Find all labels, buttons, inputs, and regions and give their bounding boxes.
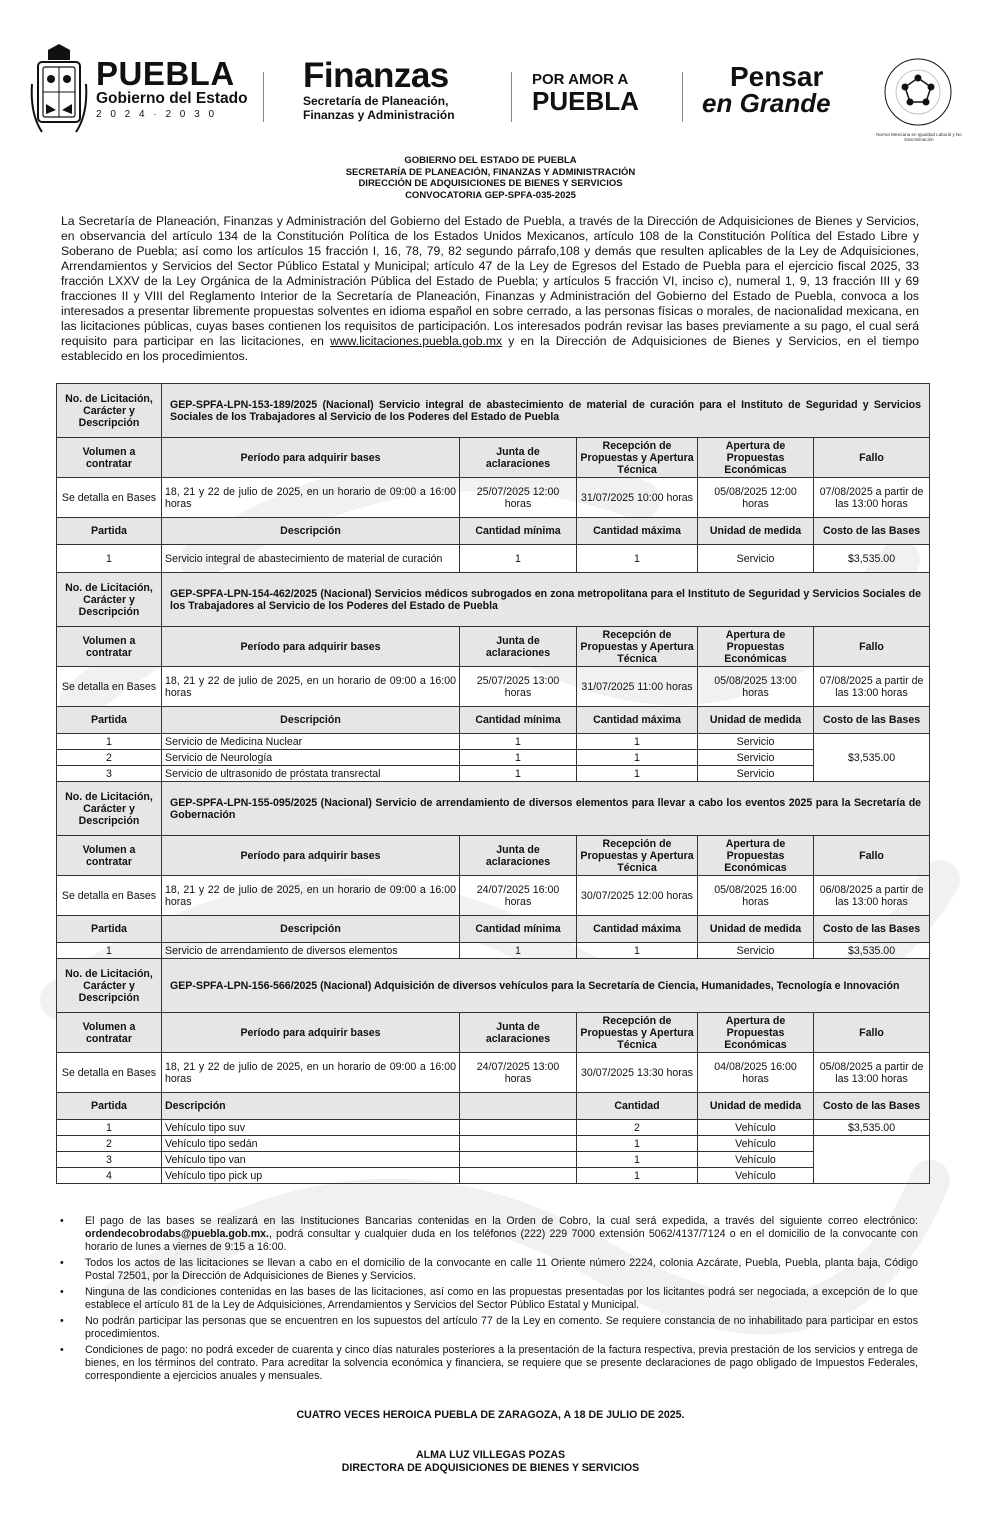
junta-value: 24/07/2025 16:00 horas xyxy=(460,876,577,916)
condition-text: , podrá consultar y cualquier duda en los teléfonos (222) 229 7000 extensión 5062/4137/7124 o en el domicilio de la convocante con horario de lunes a viernes de 9:15 a 16:00. xyxy=(85,1228,918,1253)
heading-line: GOBIERNO DEL ESTADO DE PUEBLA xyxy=(404,155,577,166)
finanzas-title: Finanzas xyxy=(303,56,449,95)
costo-header: Costo de las Bases xyxy=(814,518,930,545)
costo-value: $3,535.00 xyxy=(814,734,930,782)
recepcion-value: 31/07/2025 10:00 horas xyxy=(577,478,698,518)
junta-value: 25/07/2025 13:00 horas xyxy=(460,667,577,707)
periodo-header: Período para adquirir bases xyxy=(162,1013,460,1053)
apertura-value: 04/08/2025 16:00 horas xyxy=(698,1053,814,1093)
partida-cantidad-maxima: 1 xyxy=(577,734,698,750)
schedule-header-row xyxy=(57,627,930,667)
volumen-header: Volumen a contratar xyxy=(57,836,162,876)
partida-description: Vehículo tipo van xyxy=(162,1152,460,1168)
periodo-value: 18, 21 y 22 de julio de 2025, en un horario de 09:00 a 16:00 horas xyxy=(162,667,460,707)
recepcion-header: Recepción de Propuestas y Apertura Técnica xyxy=(577,438,698,478)
descripcion-header: Descripción xyxy=(162,518,460,545)
signer-position: DIRECTORA DE ADQUISICIONES DE BIENES Y SERVICIOS xyxy=(341,1462,640,1474)
intro-text: La Secretaría de Planeación, Finanzas y Administración del Gobierno del Estado de Puebla, a través de la Dirección de Adquisiciones de Bienes y Servicios, en observancia del artículo 134 de la Constitución Política de los Estados Unidos Mexicanos, artículo 108 de la Constitución Política del Estado Libre y Soberano de Puebla; así como los artículos 15 fracción I, 16, 78, 79, 82 segundo párrafo,108 y demás que resulten aplicables de la Ley de Adquisiciones, Arrendamientos y Servicios del Sector Público Estatal y Municipal; artículo 47 de la Ley de Egresos del Estado de Puebla para el ejercicio fiscal 2025, 33 fracción LXXV de la Ley Orgánica de la Administración Pública del Estado de Puebla; y artículos 5 fracción VI, inciso c), numeral 1, 9, 13 fracción III y 69 fracciones II y VIII del Reglamento Interior de la Secretaría de Planeación, Finanzas y Administración del Gobierno del Estado de Puebla, convoca a los interesados a presentar libremente propuestas solventes en idioma español en sobre cerrado, a las personas físicas o morales, de nacionalidad mexicana, en las licitaciones públicas, cuyas bases contienen los requisitos de participación. Los interesados podrán revisar las bases previamente a su pago, el cual será requisito para participar en las licitaciones, en xyxy=(61,214,919,348)
licitaciones-link[interactable]: www.licitaciones.puebla.gob.mx xyxy=(330,334,503,348)
partida-unidad: Vehículo xyxy=(698,1120,814,1136)
cantidad-spacer xyxy=(460,1168,577,1184)
licitacion-title-row xyxy=(57,782,930,836)
volumen-header: Volumen a contratar xyxy=(57,1013,162,1053)
cantidad-minima-header: Cantidad mínima xyxy=(460,916,577,943)
costo-header: Costo de las Bases xyxy=(814,707,930,734)
partida-header-row xyxy=(57,1093,930,1120)
cantidad-spacer-header xyxy=(460,1093,577,1120)
recepcion-header: Recepción de Propuestas y Apertura Técnica xyxy=(577,836,698,876)
partida-cantidad-minima: 1 xyxy=(460,750,577,766)
unidad-header: Unidad de medida xyxy=(698,518,814,545)
fallo-value: 07/08/2025 a partir de las 13:00 horas xyxy=(814,667,930,707)
schedule-data-row xyxy=(57,876,930,916)
document-heading xyxy=(0,155,981,201)
por-amor-line2: PUEBLA xyxy=(532,86,639,116)
partida-description: Servicio de ultrasonido de próstata transrectal xyxy=(162,766,460,782)
schedule-header-row xyxy=(57,438,930,478)
apertura-header: Apertura de Propuestas Económicas xyxy=(698,438,814,478)
puebla-years: 2 0 2 4 · 2 0 3 0 xyxy=(96,109,218,120)
logo-divider xyxy=(263,72,264,122)
partida-header: Partida xyxy=(57,1093,162,1120)
partida-cantidad-maxima: 1 xyxy=(577,750,698,766)
puebla-title: PUEBLA xyxy=(96,55,235,92)
finanzas-line1: Secretaría de Planeación, xyxy=(303,94,449,108)
condition-text: Todos los actos de las licitaciones se llevan a cabo en el domicilio de la convocante en calle 11 Oriente número 2224, colonia Azcárate, Puebla, Puebla, planta baja, Código Postal 72501, por la Dirección de Adquisiciones de Bienes y Servicios. xyxy=(85,1257,918,1282)
recepcion-header: Recepción de Propuestas y Apertura Técnica xyxy=(577,627,698,667)
junta-value: 24/07/2025 13:00 horas xyxy=(460,1053,577,1093)
recepcion-value: 31/07/2025 11:00 horas xyxy=(577,667,698,707)
finanzas-line2: Finanzas y Administración xyxy=(303,108,455,122)
costo-value: $3,535.00 xyxy=(814,545,930,573)
cantidad-spacer xyxy=(460,1136,577,1152)
partida-row xyxy=(57,545,930,573)
cantidad-spacer xyxy=(460,1120,577,1136)
schedule-data-row xyxy=(57,667,930,707)
periodo-value: 18, 21 y 22 de julio de 2025, en un horario de 09:00 a 16:00 horas xyxy=(162,478,460,518)
heading-line: CONVOCATORIA GEP-SPFA-035-2025 xyxy=(405,189,576,201)
schedule-data-row xyxy=(57,1053,930,1093)
bullet-icon: • xyxy=(60,1286,64,1298)
periodo-value: 18, 21 y 22 de julio de 2025, en un horario de 09:00 a 16:00 horas xyxy=(162,1053,460,1093)
condition-item xyxy=(60,1215,918,1254)
descripcion-header: Descripción xyxy=(162,1093,460,1120)
costo-header: Costo de las Bases xyxy=(814,916,930,943)
closing-place-date: CUATRO VECES HEROICA PUEBLA DE ZARAGOZA, A 18 DE JULIO DE 2025. xyxy=(296,1409,685,1421)
condition-item xyxy=(60,1257,918,1283)
costo-value: $3,535.00 xyxy=(814,1120,930,1136)
puebla-logo xyxy=(96,55,248,122)
no-licitacion-label: No. de Licitación, Carácter y Descripción xyxy=(57,959,162,1013)
licitacion-title: GEP-SPFA-LPN-156-566/2025 (Nacional) Adquisición de diversos vehículos para la Secretaría de Ciencia, Humanidades, Tecnología e Innovación xyxy=(162,959,930,1013)
descripcion-header: Descripción xyxy=(162,707,460,734)
licitacion-title-row xyxy=(57,573,930,627)
partida-header-row xyxy=(57,916,930,943)
junta-header: Junta de aclaraciones xyxy=(460,438,577,478)
junta-value: 25/07/2025 12:00 horas xyxy=(460,478,577,518)
fallo-header: Fallo xyxy=(814,836,930,876)
apertura-header: Apertura de Propuestas Económicas xyxy=(698,836,814,876)
apertura-value: 05/08/2025 13:00 horas xyxy=(698,667,814,707)
schedule-header-row xyxy=(57,836,930,876)
cantidad-minima-header: Cantidad mínima xyxy=(460,707,577,734)
partida-number: 1 xyxy=(57,1120,162,1136)
bullet-icon: • xyxy=(60,1344,64,1356)
por-amor-puebla-logo xyxy=(532,71,639,114)
puebla-subtitle: Gobierno del Estado xyxy=(96,90,248,107)
partida-unidad: Servicio xyxy=(698,943,814,959)
descripcion-header: Descripción xyxy=(162,916,460,943)
partida-row xyxy=(57,766,930,782)
costo-header: Costo de las Bases xyxy=(814,1093,930,1120)
recepcion-header: Recepción de Propuestas y Apertura Técnica xyxy=(577,1013,698,1053)
periodo-value: 18, 21 y 22 de julio de 2025, en un horario de 09:00 a 16:00 horas xyxy=(162,876,460,916)
partida-number: 2 xyxy=(57,1136,162,1152)
recepcion-value: 30/07/2025 13:30 horas xyxy=(577,1053,698,1093)
heading-line: DIRECCIÓN DE ADQUISICIONES DE BIENES Y SERVICIOS xyxy=(358,178,623,189)
intro-paragraph xyxy=(61,214,919,364)
fallo-header: Fallo xyxy=(814,438,930,478)
partida-unidad: Servicio xyxy=(698,750,814,766)
partida-cantidad-minima: 1 xyxy=(460,766,577,782)
partida-number: 1 xyxy=(57,734,162,750)
cantidad-maxima-header: Cantidad máxima xyxy=(577,916,698,943)
partida-description: Vehículo tipo pick up xyxy=(162,1168,460,1184)
puebla-coat-of-arms-icon xyxy=(30,44,88,138)
junta-header: Junta de aclaraciones xyxy=(460,1013,577,1053)
licitaciones-table xyxy=(56,383,930,1184)
logo-divider xyxy=(511,72,512,122)
logo-divider xyxy=(682,72,683,122)
partida-row xyxy=(57,943,930,959)
partida-row xyxy=(57,1152,930,1168)
licitaciones-table-body xyxy=(57,384,930,1184)
volumen-header: Volumen a contratar xyxy=(57,627,162,667)
fallo-header: Fallo xyxy=(814,627,930,667)
pensar-en-grande-logo xyxy=(702,61,831,118)
licitacion-title: GEP-SPFA-LPN-154-462/2025 (Nacional) Servicios médicos subrogados en zona metropolitana para el Instituto de Seguridad y Servicios Sociales de los Trabajadores al Servicio de los Poderes del Estado de Puebla xyxy=(162,573,930,627)
apertura-header: Apertura de Propuestas Económicas xyxy=(698,627,814,667)
partida-cantidad: 1 xyxy=(577,1168,698,1184)
partida-row xyxy=(57,1168,930,1184)
partida-number: 3 xyxy=(57,766,162,782)
condition-item xyxy=(60,1344,918,1383)
partida-cantidad-minima: 1 xyxy=(460,545,577,573)
partida-number: 1 xyxy=(57,545,162,573)
partida-number: 2 xyxy=(57,750,162,766)
apertura-value: 05/08/2025 16:00 horas xyxy=(698,876,814,916)
heading-line: SECRETARÍA DE PLANEACIÓN, FINANZAS Y ADMINISTRACIÓN xyxy=(345,166,636,178)
partida-unidad: Servicio xyxy=(698,734,814,750)
partida-description: Servicio de arrendamiento de diversos elementos xyxy=(162,943,460,959)
por-amor-line1: POR AMOR A xyxy=(532,71,629,88)
unidad-header: Unidad de medida xyxy=(698,707,814,734)
periodo-header: Período para adquirir bases xyxy=(162,627,460,667)
partida-unidad: Vehículo xyxy=(698,1168,814,1184)
no-licitacion-label: No. de Licitación, Carácter y Descripción xyxy=(57,384,162,438)
costo-empty xyxy=(814,1136,930,1184)
volumen-value: Se detalla en Bases xyxy=(57,478,162,518)
licitacion-title-row xyxy=(57,384,930,438)
partida-header-row xyxy=(57,518,930,545)
condition-item xyxy=(60,1315,918,1341)
cantidad-maxima-header: Cantidad máxima xyxy=(577,707,698,734)
costo-value: $3,535.00 xyxy=(814,943,930,959)
fallo-value: 05/08/2025 a partir de las 13:00 horas xyxy=(814,1053,930,1093)
licitacion-title: GEP-SPFA-LPN-155-095/2025 (Nacional) Servicio de arrendamiento de diversos elementos para llevar a cabo los eventos 2025 para la Secretaría de Gobernación xyxy=(162,782,930,836)
partida-row xyxy=(57,734,930,750)
apertura-header: Apertura de Propuestas Económicas xyxy=(698,1013,814,1053)
apertura-value: 05/08/2025 12:00 horas xyxy=(698,478,814,518)
unidad-header: Unidad de medida xyxy=(698,916,814,943)
partida-cantidad-maxima: 1 xyxy=(577,766,698,782)
partida-unidad: Servicio xyxy=(698,545,814,573)
partida-cantidad-minima: 1 xyxy=(460,734,577,750)
volumen-value: Se detalla en Bases xyxy=(57,1053,162,1093)
fallo-value: 06/08/2025 a partir de las 13:00 horas xyxy=(814,876,930,916)
partida-description: Vehículo tipo sedán xyxy=(162,1136,460,1152)
condition-item xyxy=(60,1286,918,1312)
bullet-icon: • xyxy=(60,1315,64,1327)
fallo-header: Fallo xyxy=(814,1013,930,1053)
licitacion-title-row xyxy=(57,959,930,1013)
condition-text: El pago de las bases se realizará en las Instituciones Bancarias contenidas en la Orden de Cobro, la cual será expedida, a través del siguiente correo electrónico: xyxy=(85,1215,918,1227)
partida-description: Vehículo tipo suv xyxy=(162,1120,460,1136)
partida-cantidad: 2 xyxy=(577,1120,698,1136)
partida-unidad: Servicio xyxy=(698,766,814,782)
bullet-icon: • xyxy=(60,1257,64,1269)
partida-number: 1 xyxy=(57,943,162,959)
header-logos xyxy=(30,42,955,142)
condition-text: Condiciones de pago: no podrá exceder de cuarenta y cinco días naturales posteriores a la presentación de la factura respectiva, previa prestación de los servicios y entrega de bienes, en los términos del contrato. Para acreditar la solvencia económica y financiera, se requiere que se presente declaraciones de pago obligado de Impuestos Federales, correspondiente a ejercicios anuales y mensuales. xyxy=(85,1344,918,1382)
condition-text: Ninguna de las condiciones contenidas en las bases de las licitaciones, así como en las propuestas presentadas por los licitantes podrá ser negociada, a excepción de lo que establece el artículo 81 de la Ley de Adquisiciones, Arrendamientos y Servicios del Sector Público Estatal y Municipal. xyxy=(85,1286,918,1311)
condition-text: No podrán participar las personas que se encuentren en los supuestos del artículo 77 de la Ley en comento. Se requiere constancia de no inhabilitado para participar en estos procedimientos. xyxy=(85,1315,918,1340)
junta-header: Junta de aclaraciones xyxy=(460,836,577,876)
partida-number: 4 xyxy=(57,1168,162,1184)
licitacion-title: GEP-SPFA-LPN-153-189/2025 (Nacional) Servicio integral de abastecimiento de material de curación para el Instituto de Seguridad y Servicios Sociales de los Trabajadores al Servicio de los Poderes del Estado de Puebla xyxy=(162,384,930,438)
no-licitacion-label: No. de Licitación, Carácter y Descripción xyxy=(57,573,162,627)
payment-email: ordendecobrodabs@puebla.gob.mx. xyxy=(85,1228,269,1240)
fallo-value: 07/08/2025 a partir de las 13:00 horas xyxy=(814,478,930,518)
cantidad-minima-header: Cantidad mínima xyxy=(460,518,577,545)
partida-row xyxy=(57,750,930,766)
partida-unidad: Vehículo xyxy=(698,1152,814,1168)
partida-cantidad: 1 xyxy=(577,1152,698,1168)
conditions-list xyxy=(60,1215,918,1386)
recepcion-value: 30/07/2025 12:00 horas xyxy=(577,876,698,916)
intro-tail: y en la Dirección de Adquisiciones de Bienes y Servicios, en el tiempo establecido en los procedimientos. xyxy=(61,334,920,363)
seal-caption: Norma Mexicana en Igualdad Laboral y No Discriminación xyxy=(876,132,962,142)
partida-unidad: Vehículo xyxy=(698,1136,814,1152)
pensar-line1: Pensar xyxy=(730,61,824,92)
partida-header: Partida xyxy=(57,916,162,943)
volumen-value: Se detalla en Bases xyxy=(57,667,162,707)
partida-cantidad-maxima: 1 xyxy=(577,943,698,959)
partida-cantidad: 1 xyxy=(577,1136,698,1152)
bullet-icon: • xyxy=(60,1215,64,1227)
cantidad-header: Cantidad xyxy=(577,1093,698,1120)
partida-header: Partida xyxy=(57,707,162,734)
no-licitacion-label: No. de Licitación, Carácter y Descripción xyxy=(57,782,162,836)
periodo-header: Período para adquirir bases xyxy=(162,836,460,876)
schedule-data-row xyxy=(57,478,930,518)
unidad-header: Unidad de medida xyxy=(698,1093,814,1120)
junta-header: Junta de aclaraciones xyxy=(460,627,577,667)
volumen-value: Se detalla en Bases xyxy=(57,876,162,916)
partida-header: Partida xyxy=(57,518,162,545)
partida-header-row xyxy=(57,707,930,734)
partida-row xyxy=(57,1136,930,1152)
partida-cantidad-minima: 1 xyxy=(460,943,577,959)
periodo-header: Período para adquirir bases xyxy=(162,438,460,478)
pensar-line2: en Grande xyxy=(702,88,831,118)
partida-row xyxy=(57,1120,930,1136)
partida-number: 3 xyxy=(57,1152,162,1168)
partida-cantidad-maxima: 1 xyxy=(577,545,698,573)
cantidad-maxima-header: Cantidad máxima xyxy=(577,518,698,545)
partida-description: Servicio de Neurología xyxy=(162,750,460,766)
partida-description: Servicio integral de abastecimiento de material de curación xyxy=(162,545,460,573)
igualdad-laboral-seal-icon xyxy=(882,52,954,132)
cantidad-spacer xyxy=(460,1152,577,1168)
signer-name: ALMA LUZ VILLEGAS POZAS xyxy=(415,1449,566,1461)
schedule-header-row xyxy=(57,1013,930,1053)
partida-description: Servicio de Medicina Nuclear xyxy=(162,734,460,750)
volumen-header: Volumen a contratar xyxy=(57,438,162,478)
finanzas-logo xyxy=(303,58,455,122)
